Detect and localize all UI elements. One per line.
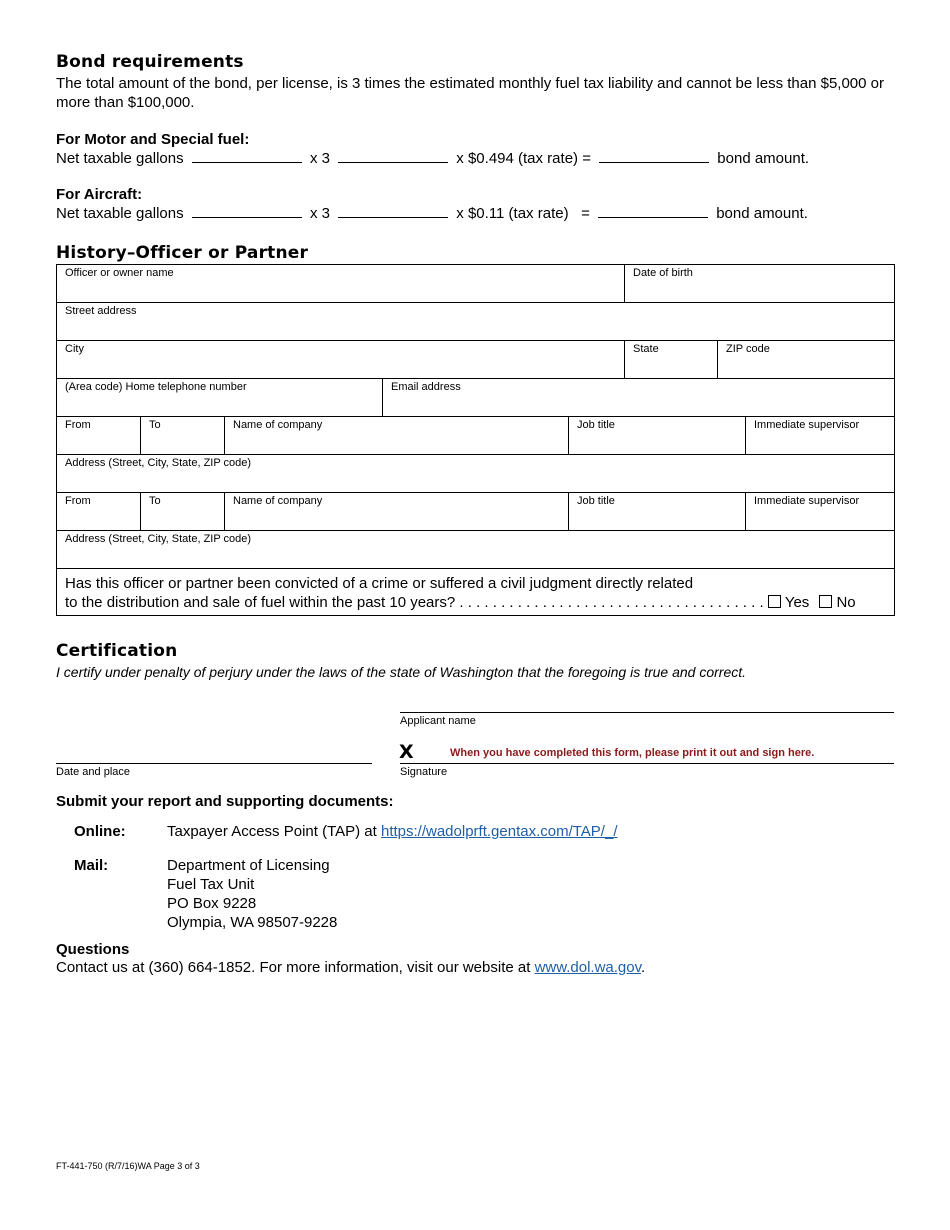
dob-field[interactable] bbox=[625, 265, 894, 302]
aircraft-calc-line bbox=[56, 204, 894, 223]
motor-times-field[interactable] bbox=[338, 150, 448, 163]
history-heading: History–Officer or Partner bbox=[56, 243, 309, 263]
from-label: From bbox=[65, 495, 91, 507]
motor-bond-field[interactable] bbox=[599, 150, 709, 163]
bond-heading: Bond requirements bbox=[56, 52, 244, 72]
supervisor-field-1[interactable] bbox=[746, 417, 894, 454]
address-label: Address (Street, City, State, ZIP code) bbox=[65, 533, 252, 545]
conviction-question bbox=[57, 569, 894, 615]
applicant-name-label: Applicant name bbox=[400, 715, 476, 727]
mail-line: Department of Licensing bbox=[167, 857, 330, 874]
motor-calc-line bbox=[56, 149, 894, 168]
questions-text: Contact us at (360) 664-1852. For more information, visit our website at bbox=[56, 959, 535, 976]
motor-gallons-field[interactable] bbox=[192, 150, 302, 163]
applicant-name-line[interactable] bbox=[400, 712, 894, 713]
street-field[interactable] bbox=[57, 303, 894, 340]
motor-rate: x $0.494 (tax rate) = bbox=[456, 150, 591, 167]
officer-name-field[interactable] bbox=[57, 265, 625, 302]
motor-times: x 3 bbox=[309, 150, 330, 167]
online-label: Online: bbox=[74, 823, 126, 840]
company-label: Name of company bbox=[233, 419, 323, 431]
history-table bbox=[56, 264, 895, 616]
mail-label: Mail: bbox=[74, 857, 109, 874]
supervisor-field-2[interactable] bbox=[746, 493, 894, 530]
from-label: From bbox=[65, 419, 91, 431]
no-checkbox[interactable] bbox=[819, 595, 832, 608]
supervisor-label: Immediate supervisor bbox=[754, 495, 860, 507]
phone-label: (Area code) Home telephone number bbox=[65, 381, 247, 393]
questions-end: . bbox=[641, 959, 646, 976]
mail-line: Olympia, WA 98507-9228 bbox=[167, 914, 338, 931]
company-address-field-2[interactable] bbox=[57, 531, 894, 568]
job-title-field-1[interactable] bbox=[569, 417, 746, 454]
aircraft-label: For Aircraft: bbox=[56, 186, 143, 203]
street-label: Street address bbox=[65, 305, 137, 317]
to-field-1[interactable] bbox=[141, 417, 225, 454]
zip-field[interactable] bbox=[718, 341, 894, 378]
company-field-2[interactable] bbox=[225, 493, 569, 530]
job-title-label: Job title bbox=[577, 419, 615, 431]
questions-heading: Questions bbox=[56, 941, 130, 958]
company-label: Name of company bbox=[233, 495, 323, 507]
date-place-label: Date and place bbox=[56, 766, 130, 778]
aircraft-rate: x $0.11 (tax rate) = bbox=[456, 205, 590, 222]
form-footer: FT-441-750 (R/7/16)WA Page 3 of 3 bbox=[56, 1161, 200, 1171]
submit-section bbox=[56, 793, 894, 936]
address-label: Address (Street, City, State, ZIP code) bbox=[65, 457, 252, 469]
state-field[interactable] bbox=[625, 341, 718, 378]
aircraft-times: x 3 bbox=[309, 205, 330, 222]
aircraft-gallons-field[interactable] bbox=[192, 205, 302, 218]
bond-section bbox=[56, 52, 894, 263]
no-label: No bbox=[836, 594, 856, 611]
tap-link[interactable]: https://wadolprft.gentax.com/TAP/_/ bbox=[380, 823, 618, 840]
mail-line: Fuel Tax Unit bbox=[167, 876, 255, 893]
from-field-2[interactable] bbox=[57, 493, 141, 530]
question-line-2: to the distribution and sale of fuel within the past 10 years? . . . . . . . . . . . . . . . . . . . . . . . . . . . . . . . . . . . . . bbox=[65, 594, 764, 611]
aircraft-times-field[interactable] bbox=[338, 205, 448, 218]
yes-label: Yes bbox=[784, 594, 810, 611]
officer-name-label: Officer or owner name bbox=[65, 267, 174, 279]
zip-label: ZIP code bbox=[726, 343, 770, 355]
aircraft-bond-field[interactable] bbox=[598, 205, 708, 218]
company-address-field-1[interactable] bbox=[57, 455, 894, 492]
signature-x-mark: X bbox=[399, 741, 414, 763]
mail-address bbox=[167, 856, 337, 932]
yes-checkbox[interactable] bbox=[768, 595, 781, 608]
submit-heading: Submit your report and supporting documents: bbox=[56, 793, 394, 810]
signature-line[interactable] bbox=[400, 763, 894, 764]
email-label: Email address bbox=[391, 381, 461, 393]
signature-label: Signature bbox=[400, 766, 448, 778]
city-field[interactable] bbox=[57, 341, 625, 378]
email-field[interactable] bbox=[383, 379, 894, 416]
phone-field[interactable] bbox=[57, 379, 383, 416]
dol-website-link[interactable]: www.dol.wa.gov bbox=[534, 959, 641, 976]
to-label: To bbox=[149, 419, 161, 431]
online-text: Taxpayer Access Point (TAP) at bbox=[167, 823, 381, 840]
to-label: To bbox=[149, 495, 161, 507]
aircraft-result: bond amount. bbox=[716, 205, 808, 222]
dob-label: Date of birth bbox=[633, 267, 693, 279]
from-field-1[interactable] bbox=[57, 417, 141, 454]
to-field-2[interactable] bbox=[141, 493, 225, 530]
certification-section bbox=[56, 641, 894, 680]
question-line-1: Has this officer or partner been convicted of a crime or suffered a civil judgment directly related bbox=[65, 575, 694, 592]
certification-heading: Certification bbox=[56, 641, 178, 661]
supervisor-label: Immediate supervisor bbox=[754, 419, 860, 431]
aircraft-net-label: Net taxable gallons bbox=[56, 205, 184, 222]
state-label: State bbox=[633, 343, 659, 355]
date-place-line[interactable] bbox=[56, 763, 372, 764]
certification-statement: I certify under penalty of perjury under the laws of the state of Washington that the foregoing is true and correct. bbox=[56, 664, 747, 680]
motor-net-label: Net taxable gallons bbox=[56, 150, 184, 167]
motor-result: bond amount. bbox=[717, 150, 810, 167]
sign-here-note: When you have completed this form, please print it out and sign here. bbox=[450, 747, 815, 759]
mail-line: PO Box 9228 bbox=[167, 895, 257, 912]
bond-text: The total amount of the bond, per license, is 3 times the estimated monthly fuel tax liability and cannot be less than $5,000 or more than $100,000. bbox=[56, 75, 884, 111]
questions-section bbox=[56, 941, 894, 976]
company-field-1[interactable] bbox=[225, 417, 569, 454]
motor-label: For Motor and Special fuel: bbox=[56, 131, 250, 148]
job-title-field-2[interactable] bbox=[569, 493, 746, 530]
city-label: City bbox=[65, 343, 84, 355]
job-title-label: Job title bbox=[577, 495, 615, 507]
